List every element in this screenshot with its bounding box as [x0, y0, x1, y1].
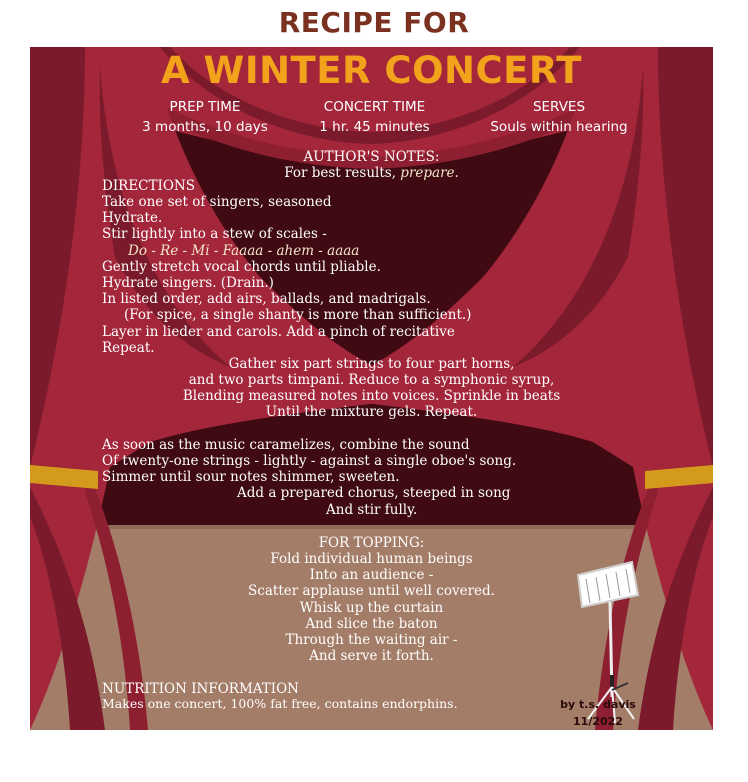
prep-time-group [125, 99, 285, 135]
symphony-line: and two parts timpani. Reduce to a symphonic syrup, [188, 372, 555, 388]
direction-line: Gently stretch vocal chords until pliable. [102, 259, 381, 275]
symphony-line: Gather six part strings to four part horns, [228, 356, 515, 372]
concert-time-label: CONCERT TIME [323, 99, 426, 115]
direction-line: (For spice, a single shanty is more than sufficient.) [124, 307, 472, 323]
direction-line: In listed order, add airs, ballads, and madrigals. [102, 291, 431, 307]
symphony-line: Blending measured notes into voices. Sprinkle in beats [182, 388, 561, 404]
chorus-line: And stir fully. [326, 502, 418, 518]
topping-line: And slice the baton [305, 616, 438, 632]
direction-line: Layer in lieder and carols. Add a pinch of recitative [102, 324, 455, 340]
prep-time-value: 3 months, 10 days [142, 119, 268, 135]
direction-line: Hydrate. [102, 210, 163, 226]
signature-date: 11/2022 [573, 715, 623, 728]
caramelize-line: Simmer until sour notes shimmer, sweeten. [102, 469, 400, 485]
direction-line: Stir lightly into a stew of scales - [102, 226, 327, 242]
main-title: A WINTER CONCERT [160, 49, 583, 92]
authors-notes-prefix: For best results, [284, 165, 401, 181]
header-recipe-for: RECIPE FOR [278, 6, 470, 39]
topping-line: Into an audience - [309, 567, 434, 583]
symphony-line: Until the mixture gels. Repeat. [265, 404, 478, 420]
stage-scene [30, 47, 713, 730]
concert-time-group [292, 99, 457, 135]
chorus-line: Add a prepared chorus, steeped in song [237, 485, 511, 501]
caramelize-line: As soon as the music caramelizes, combine the sound [102, 437, 470, 453]
topping-heading: FOR TOPPING: [318, 535, 425, 551]
concert-time-value: 1 hr. 45 minutes [319, 119, 430, 135]
topping-line: Fold individual human beings [270, 551, 473, 567]
topping-line: Whisk up the curtain [299, 600, 444, 616]
serves-group [474, 99, 644, 135]
topping-line: And serve it forth. [309, 648, 434, 664]
direction-line: Take one set of singers, seasoned [102, 194, 332, 210]
topping-line: Scatter applause until well covered. [248, 583, 495, 599]
direction-line: Repeat. [102, 340, 155, 356]
direction-line-solfege: Do - Re - Mi - Faaaa - ahem - aaaa [128, 243, 360, 259]
nutrition-heading: NUTRITION INFORMATION [102, 681, 299, 697]
prep-time-label: PREP TIME [169, 99, 241, 115]
topping-line: Through the waiting air - [285, 632, 458, 648]
direction-line: Hydrate singers. (Drain.) [102, 275, 274, 291]
nutrition-text: Makes one concert, 100% fat free, contains endorphins. [102, 696, 458, 711]
serves-label: SERVES [532, 99, 586, 115]
directions-heading: DIRECTIONS [102, 178, 195, 194]
caramelize-line: Of twenty-one strings - lightly - against a single oboe's song. [102, 453, 517, 469]
signature-author: by t.s. davis [560, 698, 636, 711]
signature [548, 696, 648, 730]
serves-value: Souls within hearing [490, 119, 628, 135]
authors-notes-emphasis: prepare. [400, 165, 459, 181]
authors-notes-heading: AUTHOR'S NOTES: [303, 149, 440, 165]
